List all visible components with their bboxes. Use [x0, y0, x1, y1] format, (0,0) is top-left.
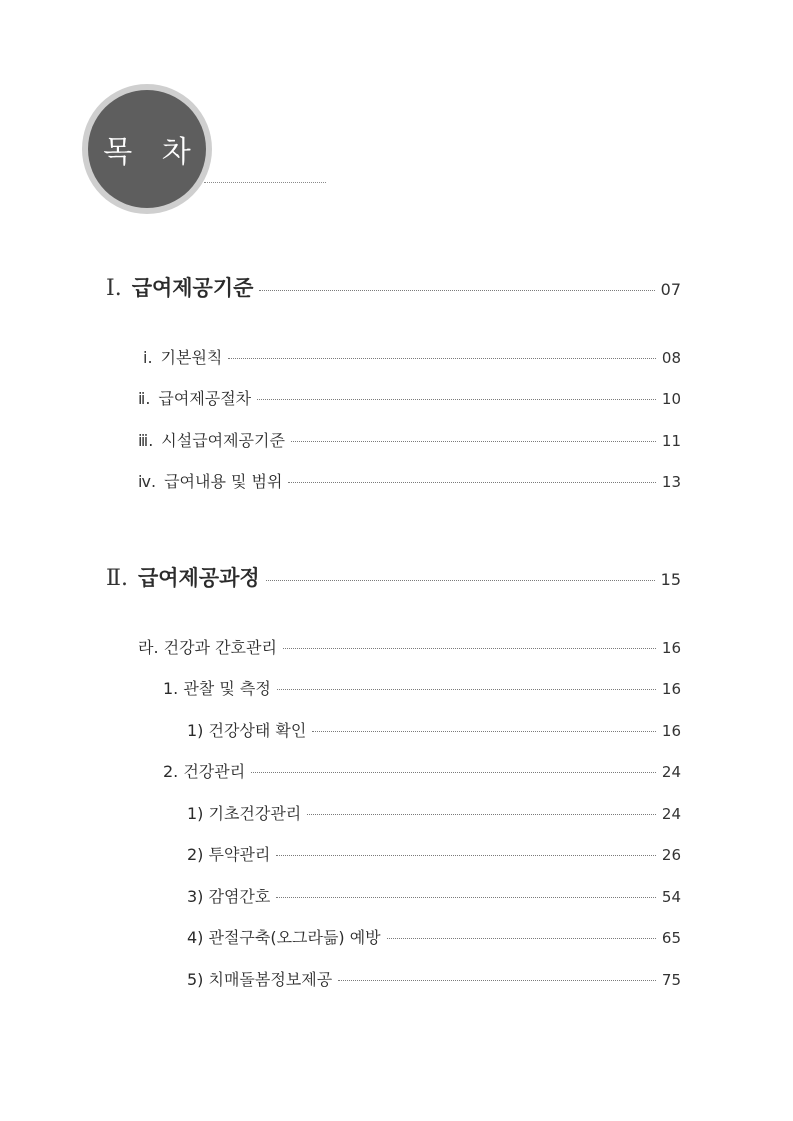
toc-leader-dots [288, 482, 655, 483]
toc-page-number: 08 [661, 349, 681, 367]
toc-leader-dots [276, 855, 656, 856]
toc-page-number: 11 [661, 432, 681, 450]
toc-item-number: ⅰ. [143, 348, 153, 367]
toc-item[interactable] [138, 428, 681, 450]
toc-item-label: 기본원칙 [160, 348, 223, 367]
toc-item[interactable] [138, 386, 681, 408]
title-dotted-rule [204, 182, 326, 183]
toc-leader-dots [277, 689, 656, 690]
toc-leader-dots [338, 980, 656, 981]
toc-page-number: 16 [661, 722, 681, 740]
toc-leader-dots [291, 441, 656, 442]
toc-item-label: 라. 건강과 간호관리 [138, 638, 277, 657]
toc-page-number: 24 [661, 763, 681, 781]
toc-item-label: 급여제공절차 [158, 389, 252, 408]
toc-item-label: 1) 건강상태 확인 [187, 721, 307, 740]
toc-leader-dots [259, 290, 654, 291]
toc-page-number: 16 [661, 680, 681, 698]
toc-item[interactable] [163, 759, 681, 781]
toc-item-label: 시설급여제공기준 [161, 431, 285, 450]
toc-item-label: 2) 투약관리 [187, 845, 271, 864]
toc-item-label: 3) 감염간호 [187, 887, 271, 906]
toc-item-label: 1) 기초건강관리 [187, 804, 302, 823]
toc-item[interactable] [138, 469, 681, 491]
toc-leader-dots [276, 897, 656, 898]
toc-item-label: 5) 치매돌봄정보제공 [187, 970, 333, 989]
toc-part-2[interactable] [106, 562, 681, 590]
toc-leader-dots [283, 648, 656, 649]
toc-item-label: 2. 건강관리 [163, 762, 246, 781]
toc-item-label: 급여내용 및 범위 [164, 472, 283, 491]
toc-title-badge [82, 84, 212, 214]
toc-item[interactable] [187, 925, 681, 947]
toc-leader-dots [228, 358, 656, 359]
toc-leader-dots [307, 814, 656, 815]
toc-page-number: 54 [661, 888, 681, 906]
toc-item[interactable] [163, 676, 681, 698]
toc-item[interactable] [187, 801, 681, 823]
toc-item-number: ⅱ. [138, 389, 151, 408]
toc-part-1[interactable] [106, 272, 681, 300]
toc-page-number: 15 [660, 570, 681, 589]
toc-item[interactable] [187, 842, 681, 864]
toc-part-number: Ⅰ. [106, 276, 122, 301]
toc-item[interactable] [187, 884, 681, 906]
toc-leader-dots [266, 580, 655, 581]
toc-part-label: 급여제공기준 [131, 276, 254, 300]
toc-item-number: ⅳ. [138, 472, 157, 491]
toc-item[interactable] [187, 718, 681, 740]
toc-page-number: 75 [661, 971, 681, 989]
toc-page-number: 13 [661, 473, 681, 491]
toc-item-label: 1. 관찰 및 측정 [163, 679, 271, 698]
toc-page-number: 16 [661, 639, 681, 657]
toc-page-number: 07 [660, 280, 681, 299]
page-title: 목 차 [88, 90, 206, 208]
toc-leader-dots [257, 399, 656, 400]
toc-page-number: 10 [661, 390, 681, 408]
toc-leader-dots [387, 938, 656, 939]
toc-page-number: 26 [661, 846, 681, 864]
toc-leader-dots [312, 731, 656, 732]
toc-part-number: Ⅱ. [106, 566, 128, 591]
toc-item[interactable] [187, 967, 681, 989]
toc-page-number: 24 [661, 805, 681, 823]
toc-item[interactable] [138, 635, 681, 657]
toc-item-label: 4) 관절구축(오그라듦) 예방 [187, 928, 381, 947]
toc-page-number: 65 [661, 929, 681, 947]
toc-leader-dots [251, 772, 656, 773]
toc-item-number: ⅲ. [138, 431, 154, 450]
toc-part-label: 급여제공과정 [137, 566, 260, 590]
toc-item[interactable] [143, 345, 681, 367]
